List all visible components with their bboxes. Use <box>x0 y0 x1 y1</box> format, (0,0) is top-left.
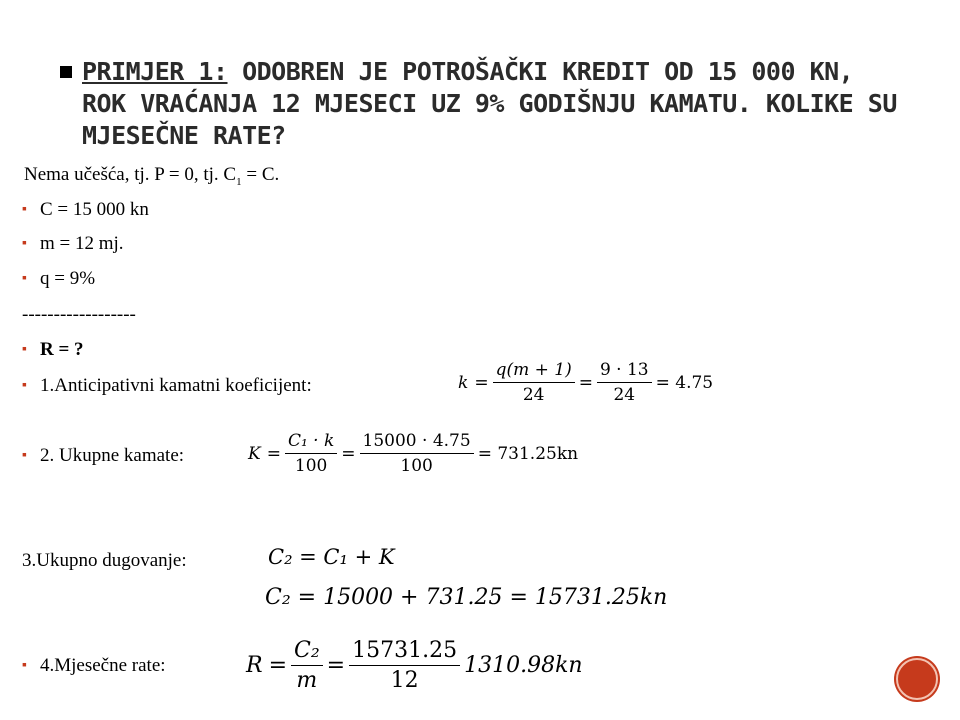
list-item <box>22 338 84 362</box>
frac-den: m <box>296 668 318 693</box>
intro-line <box>24 163 279 194</box>
frac-num: q(m + 1) <box>493 360 575 383</box>
intro-text: Nema učešća, tj. P = 0, tj. C <box>24 164 237 185</box>
frac-num: C₂ <box>291 638 323 666</box>
bullet-c: C = 15 000 kn <box>40 199 149 220</box>
formula-kamate <box>248 431 578 476</box>
formula-kamate-result: = 731.25kn <box>477 443 579 464</box>
title-text: ODOBREN JE POTROŠAČKI KREDIT OD 15 000 KN, ROK VRAĆANJA 12 MJESECI UZ 9% GODIŠNJU KAMATU. KOLIKE SU MJESEČNE RATE? <box>82 57 897 150</box>
formula-k-frac2 <box>597 360 652 405</box>
bullet-icon: ▪ <box>22 342 27 357</box>
formula-k-lhs: k <box>458 372 469 393</box>
frac-num: 15000 · 4.75 <box>360 431 474 454</box>
step-4-label: 4.Mjesečne rate: <box>40 655 166 676</box>
list-item <box>22 267 95 291</box>
step-1-label: 1.Anticipativni kamatni koeficijent: <box>40 375 312 396</box>
formula-dug-calc-text: C₂ = 15000 + 731.25 = 15731.25kn <box>265 585 668 610</box>
r-question: R = ? <box>40 339 84 360</box>
list-item <box>22 374 312 398</box>
list-item <box>22 444 184 468</box>
formula-k-eq2: = <box>578 372 593 393</box>
bullet-icon: ▪ <box>22 271 27 286</box>
formula-k-result: = 4.75 <box>655 372 714 393</box>
formula-k-eq: = <box>474 372 489 393</box>
frac-num: 15731.25 <box>349 638 460 666</box>
title-square-icon <box>60 66 72 78</box>
formula-kamate-frac2 <box>360 431 474 476</box>
formula-rate-eq2: = <box>326 653 346 678</box>
slide-nav-circle-icon[interactable] <box>896 658 938 700</box>
frac-den: 100 <box>294 456 328 476</box>
formula-kamate-eq: = <box>266 443 281 464</box>
intro-subscript: 1 <box>236 175 242 188</box>
formula-k-frac1 <box>493 360 575 405</box>
formula-rate-lhs: R <box>246 653 263 678</box>
frac-num: C₁ · k <box>285 431 337 454</box>
formula-kamate-eq2: = <box>341 443 356 464</box>
bullet-icon: ▪ <box>22 448 27 463</box>
frac-num: 9 · 13 <box>597 360 652 383</box>
title-lead: PRIMJER 1: <box>82 57 228 86</box>
formula-kamate-lhs: K <box>248 443 261 464</box>
step-3-label: 3.Ukupno dugovanje: <box>22 550 187 571</box>
formula-k <box>458 360 713 405</box>
bullet-q: q = 9% <box>40 268 96 289</box>
formula-dug-text: C₂ = C₁ + K <box>268 545 395 569</box>
frac-den: 24 <box>522 385 545 405</box>
frac-den: 12 <box>390 668 419 693</box>
list-item <box>22 198 149 222</box>
slide-title <box>82 56 902 152</box>
step-2-label: 2. Ukupne kamate: <box>40 445 185 466</box>
bullet-m: m = 12 mj. <box>40 233 124 254</box>
formula-dug <box>268 545 395 569</box>
frac-den: 100 <box>400 456 433 476</box>
formula-rate-frac2 <box>349 638 460 693</box>
frac-den: 24 <box>613 385 636 405</box>
formula-kamate-frac1 <box>285 431 337 476</box>
formula-dug-calc <box>265 585 667 610</box>
list-item <box>22 654 166 678</box>
formula-rate-result: 1310.98kn <box>464 653 583 678</box>
bullet-icon: ▪ <box>22 202 27 217</box>
formula-rate-eq: = <box>268 653 288 678</box>
separator-line: ------------------ <box>22 304 136 325</box>
intro-tail: = C. <box>241 164 280 185</box>
bullet-icon: ▪ <box>22 236 27 251</box>
formula-rate-frac1 <box>291 638 323 693</box>
list-item <box>22 232 124 256</box>
bullet-icon: ▪ <box>22 658 27 673</box>
formula-rate <box>246 638 583 693</box>
bullet-icon: ▪ <box>22 378 27 393</box>
